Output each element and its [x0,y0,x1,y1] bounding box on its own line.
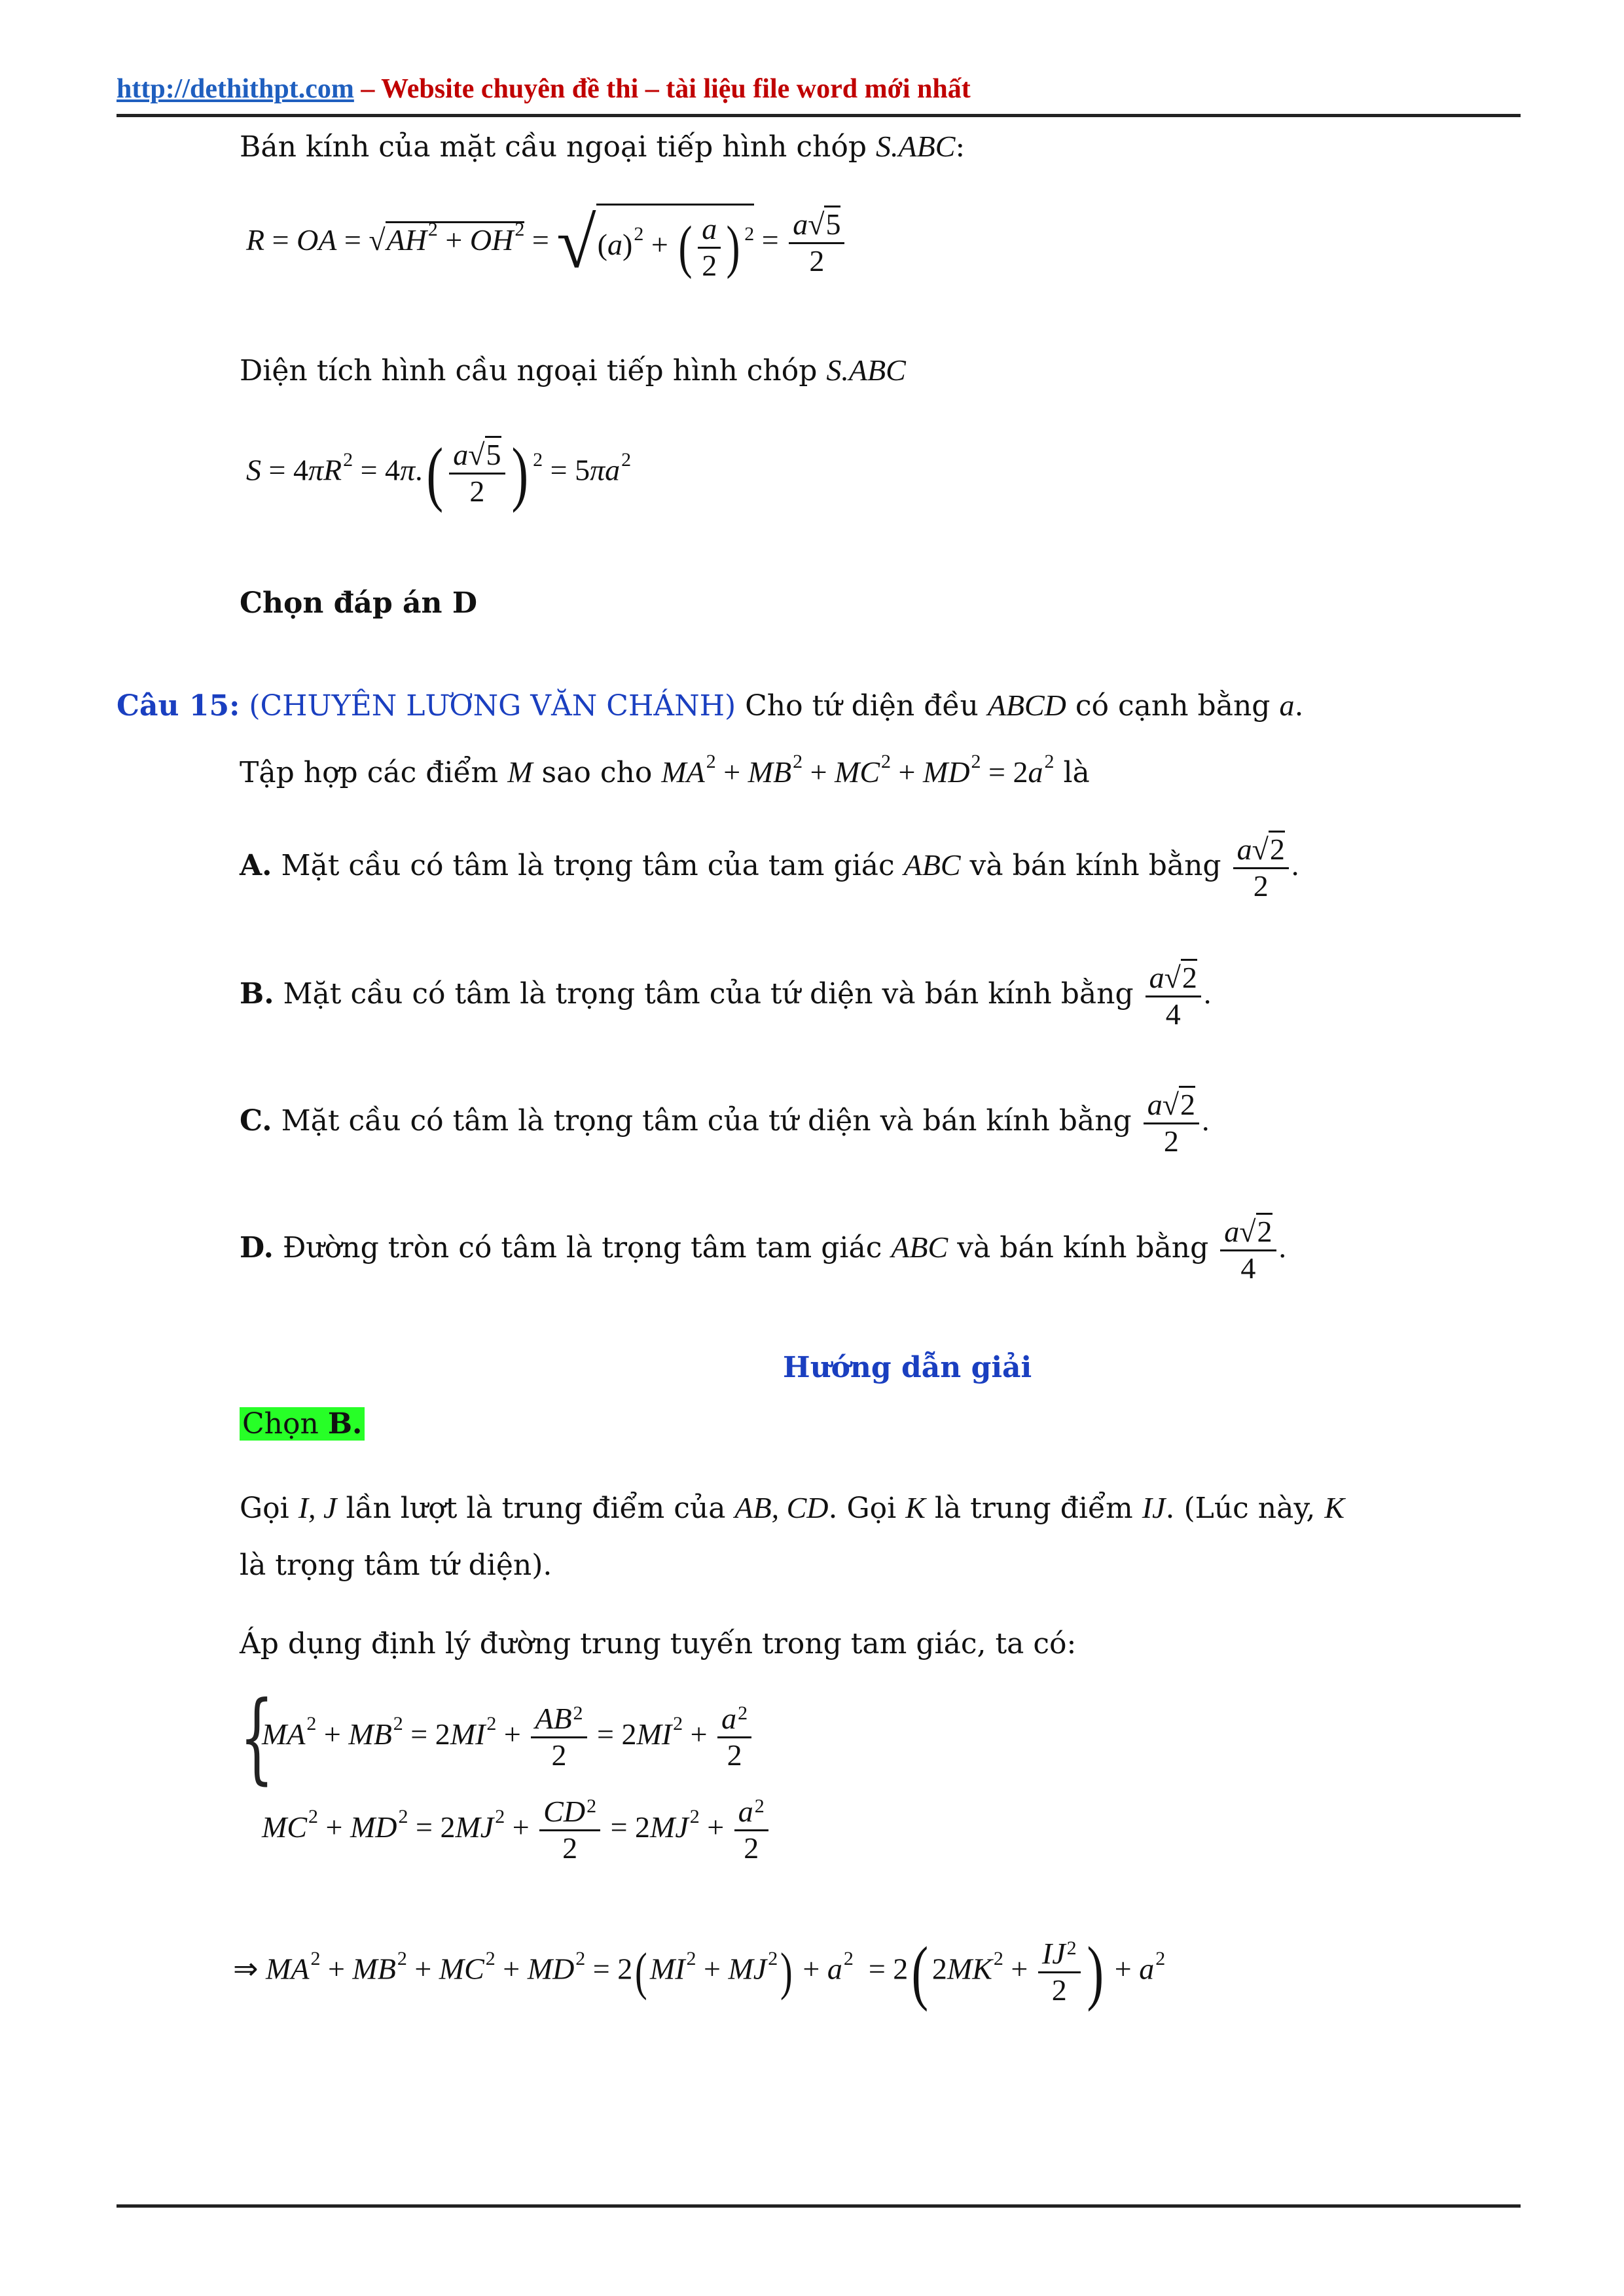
option-b-text: Mặt cầu có tâm là trọng tâm của tứ diện và bán kính bằng [274,977,1143,1011]
p1-b: I, J [298,1491,337,1524]
question-stem-variable: a [1279,689,1295,722]
radius-intro-text: Bán kính của mặt cầu ngoại tiếp hình chóp [240,130,876,164]
option-c[interactable] [240,1088,1209,1159]
radius-intro [240,128,965,165]
p1-d: AB, CD [734,1491,829,1524]
area-intro [240,352,906,389]
option-c-text: Mặt cầu có tâm là trọng tâm của tứ diện và bán kính bằng [272,1103,1141,1138]
stem2-text-d: là [1054,756,1090,789]
solution-paragraph-1b: là trọng tâm tứ diện). [240,1549,552,1582]
radius-formula: R = OA = $√AH^2 + OH^2 = √(a)^2$ + ( $\frac{a}{2}$ ) $^2$ = $\frac{a√5}{2}$ [246,202,847,285]
equation-implication: ⇒ $MA^2 + MB^2 + MC^2 + MD^2 = 2(MI^2 + MJ^2) + a^2 = 2$( $2MK^2$ + $\frac{IJ^2}{2}$ ) + $a^2$ [233,1932,1166,2012]
option-b[interactable] [240,961,1211,1032]
header-divider [117,114,1521,117]
solution-answer [240,1407,365,1442]
p1-h: IJ [1142,1491,1166,1524]
page-header [117,73,971,105]
area-formula: $S = 4\pi R^2 = 4\pi$.( $\frac{a√5}{2}$ ) $^2 = 5\pi a^2$ [246,433,632,513]
question-number: Câu 15: [117,689,240,723]
option-c-label: C. [240,1103,272,1138]
p1-a: Gọi [240,1492,298,1525]
option-a-text: Mặt cầu có tâm là trọng tâm của tam giác [272,848,904,882]
p1-j: K [1324,1491,1345,1524]
stem2-text-a: Tập hợp các điểm [240,756,508,789]
option-d-text: Đường tròn có tâm là trọng tâm tam giác [273,1230,892,1265]
option-b-label: B. [240,977,274,1011]
option-a-value: $\frac{a√2}{2}$ . [1231,848,1299,882]
option-a-label: A. [240,848,272,882]
option-d-value: $\frac{a√2}{4}$ . [1218,1230,1286,1264]
solution-answer-letter: B. [327,1407,363,1441]
question-stem-period: . [1294,689,1304,723]
stem2-text-c: sao cho [532,756,662,789]
equation-1: $MA^2 + MB^2 = 2MI^2$ + $\frac{AB^2}{2}$ = $2MI^2$ + $\frac{a^2}{2}$ [262,1702,754,1773]
footer-divider [117,2204,1521,2208]
question-stem-line2 [240,751,1090,791]
p1-i: . (Lúc này, [1165,1492,1325,1525]
option-d-object: ABC [891,1230,948,1264]
header-tagline: – Website chuyên đề thi – tài liệu file word mới nhất [353,74,971,104]
option-b-value: $\frac{a√2}{4}$ . [1143,977,1212,1010]
p1-e: . Gọi [828,1492,906,1525]
stem2-equation: $MA^2 + MB^2 + MC^2 + MD^2 = 2a^2$ [661,751,1055,789]
area-intro-object: S.ABC [826,353,906,387]
equation-2: $MC^2 + MD^2 = 2MJ^2$ + $\frac{CD^2}{2}$ = $2MJ^2$ + $\frac{a^2}{2}$ [262,1795,771,1866]
radius-intro-object: S.ABC [876,130,956,163]
option-d[interactable] [240,1215,1286,1286]
solution-paragraph-1 [240,1490,1344,1526]
system-brace: { [240,1681,274,1795]
question-source: (CHUYÊN LƯƠNG VĂN CHÁNH) [249,689,736,723]
p1-f: K [905,1491,926,1524]
area-intro-text: Diện tích hình cầu ngoại tiếp hình chóp [240,354,827,387]
option-d-tail: và bán kính bằng [948,1230,1218,1265]
option-a-tail: và bán kính bằng [960,848,1231,882]
radius-intro-colon: : [955,130,965,164]
solution-heading: Hướng dẫn giải [783,1351,1032,1384]
previous-answer: Chọn đáp án D [240,586,477,620]
question-stem-text-b: có cạnh bằng [1066,689,1280,723]
question-stem-text: Cho tứ diện đều [736,689,988,723]
option-a[interactable] [240,833,1299,904]
p1-g: là trung điểm [925,1492,1142,1525]
solution-paragraph-2: Áp dụng định lý đường trung tuyến trong tam giác, ta có: [240,1627,1077,1660]
question-stem-object: ABCD [987,689,1066,722]
solution-answer-prefix: Chọn [242,1407,328,1441]
question-stem-line1 [117,687,1303,724]
option-c-value: $\frac{a√2}{2}$ . [1141,1103,1210,1137]
p1-c: lần lượt là trung điểm của [336,1492,735,1525]
option-d-label: D. [240,1230,274,1265]
stem2-var: M [507,755,533,789]
option-a-object: ABC [903,848,961,882]
header-link[interactable]: http://dethithpt.com [117,74,354,104]
